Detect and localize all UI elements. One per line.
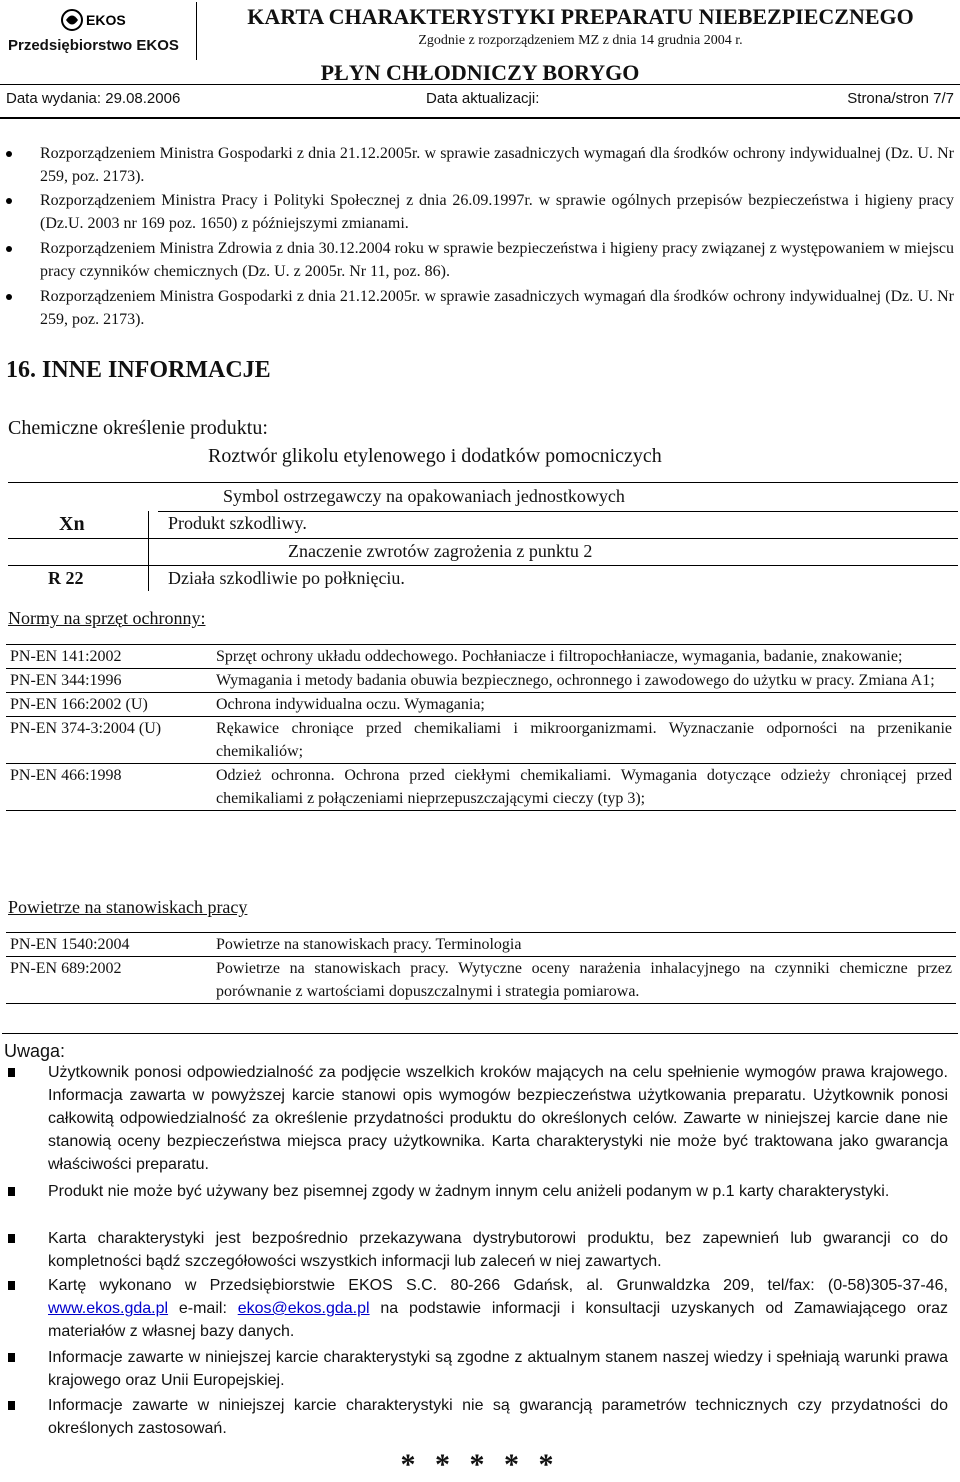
norms-title: Normy na sprzęt ochronny: bbox=[8, 608, 206, 628]
table-row: PN-EN 1540:2004 Powietrze na stanowiskach pracy. Terminologia bbox=[6, 933, 956, 957]
table-row: PN-EN 374-3:2004 (U) Rękawice chroniące przed chemikaliami i mikroorganizmami. Wyznaczanie odporności na przenikanie chemikaliów; bbox=[6, 717, 956, 764]
air-norms-table bbox=[6, 932, 956, 1004]
square-bullet-icon bbox=[8, 1281, 15, 1290]
header-info-row bbox=[0, 84, 960, 115]
company-cell bbox=[2, 2, 197, 60]
email-label: e-mail: bbox=[178, 1300, 227, 1317]
chem-label: Chemiczne określenie produktu: bbox=[8, 417, 268, 439]
regulation-item: Rozporządzeniem Ministra Pracy i Polityki Społecznej z dnia 26.09.1997r. w sprawie ogólnych przepisów bezpieczeństwa i higieny pracy (Dz.U. 2003 nr 169 poz. 1650) z późniejszymi zmianami. bbox=[6, 189, 954, 235]
end-marker: * * * * * bbox=[400, 1448, 560, 1481]
risk-text-r22: Działa szkodliwie po połknięciu. bbox=[168, 568, 405, 588]
square-bullet-icon bbox=[8, 1401, 15, 1410]
website-link[interactable]: www.ekos.gda.pl bbox=[48, 1300, 169, 1317]
hazard-code-xn: Xn bbox=[59, 513, 85, 535]
note-item-contact bbox=[8, 1274, 948, 1343]
section-title: 16. INNE INFORMACJE bbox=[6, 357, 271, 383]
company-name: Przedsiębiorstwo EKOS bbox=[8, 37, 179, 54]
note-item: Produkt nie może być używany bez pisemnej zgody w żadnym innym celu aniżeli podanym w p.1 karty charakterystyki. bbox=[8, 1180, 948, 1203]
regulation-item: Rozporządzeniem Ministra Gospodarki z dnia 21.12.2005r. w sprawie zasadniczych wymagań dla środków ochrony indywidualnej (Dz. U. Nr 259, poz. 2173). bbox=[6, 285, 954, 331]
square-bullet-icon bbox=[8, 1068, 15, 1077]
chem-value: Roztwór glikolu etylenowego i dodatków pomocniczych bbox=[208, 445, 662, 467]
hazard-text-xn: Produkt szkodliwy. bbox=[168, 513, 307, 533]
product-name: PŁYN CHŁODNICZY BORYGO bbox=[320, 60, 640, 85]
risk-code-r22: R 22 bbox=[48, 568, 84, 588]
air-title: Powietrze na stanowiskach pracy bbox=[8, 897, 248, 917]
table-row: PN-EN 466:1998 Odzież ochronna. Ochrona przed ciekłymi chemikaliami. Wymagania dotyczące odzieży chroniącej przed chemikaliami z połączeniami nieprzepuszczającymi cieczy (typ 3); bbox=[10, 767, 952, 807]
note-item: Karta charakterystyki jest bezpośrednio przekazywana dystrybutorowi produktu, bez zapewnień lub gwarancji co do kompletności bądź szczegółowości wszystkich informacji lub zaleceń w niej zawartych. bbox=[8, 1227, 948, 1273]
regulation-item: Rozporządzeniem Ministra Zdrowia z dnia 30.12.2004 roku w sprawie bezpieczeństwa i higieny pracy związanej z występowaniem w miejscu pracy czynników chemicznych (Dz. U. z 2005r. Nr 11, poz. 86). bbox=[6, 237, 954, 283]
logo-text: EKOS bbox=[86, 12, 126, 28]
divider bbox=[8, 538, 958, 539]
norms-table bbox=[6, 644, 956, 811]
note-item: Użytkownik ponosi odpowiedzialność za podjęcie wszelkich kroków mających na celu spełnienie wymogów prawa krajowego. Informacja zawarta w powyższej karcie stanowi opis wymogów bezpieczeństwa użytkowania preparatu. Użytkownik ponosi całkowitą odpowiedzialność za określenie przydatności produktu do określonych celów. Zawarte w niniejszej karcie dane nie stanowią oceny bezpieczeństwa miejsca pracy użytkownika. Karta charakterystyki nie może być traktowana jako gwarancja właściwości preparatu. bbox=[8, 1061, 948, 1176]
document-subtitle: Zgodnie z rozporządzeniem MZ z dnia 14 grudnia 2004 r. bbox=[418, 33, 743, 48]
table-row: PN-EN 689:2002 Powietrze na stanowiskach pracy. Wytyczne oceny narażenia inhalacyjnego na czynniki chemiczne przez porównanie z wartościami dopuszczalnymi i strategia pomiarowa. bbox=[10, 960, 952, 1000]
notes-box bbox=[2, 1033, 958, 1444]
square-bullet-icon bbox=[8, 1187, 15, 1196]
contact-text-after: na podstawie informacji i konsultacji uzyskanych od Zamawiającego oraz materiałów z własnej bazy danych. bbox=[48, 1300, 948, 1340]
document-header bbox=[0, 0, 960, 119]
hazard-symbol-table bbox=[8, 482, 958, 593]
email-link[interactable]: ekos@ekos.gda.pl bbox=[237, 1300, 370, 1317]
divider bbox=[148, 511, 149, 591]
symbol-header: Symbol ostrzegawczy na opakowaniach jednostkowych bbox=[223, 486, 625, 506]
table-row: PN-EN 141:2002 Sprzęt ochrony układu oddechowego. Pochłaniacze i filtropochłaniacze, wymagania, badanie, znakowanie; bbox=[6, 645, 956, 669]
table-row: PN-EN 166:2002 (U) Ochrona indywidualna oczu. Wymagania; bbox=[6, 693, 956, 717]
bullet-icon bbox=[6, 246, 12, 252]
page-number: Strona/stron 7/7 bbox=[847, 90, 954, 107]
table-row: PN-EN 344:1996 Wymagania i metody badania obuwia bezpiecznego, ochronnego i zawodowego do użytku w pracy. Zmiana A1; bbox=[6, 669, 956, 693]
update-date: Data aktualizacji: bbox=[426, 90, 540, 107]
square-bullet-icon bbox=[8, 1234, 15, 1243]
note-item: Informacje zawarte w niniejszej karcie charakterystyki są zgodne z aktualnym stanem naszej wiedzy i spełniają warunki prawa krajowego oraz Unii Europejskiej. bbox=[8, 1346, 948, 1392]
bullet-icon bbox=[6, 151, 12, 157]
bullet-icon bbox=[6, 198, 12, 204]
regulation-item: Rozporządzeniem Ministra Gospodarki z dnia 21.12.2005r. w sprawie zasadniczych wymagań dla środków ochrony indywidualnej (Dz. U. Nr 259, poz. 2173). bbox=[6, 142, 954, 188]
issue-date: Data wydania: 29.08.2006 bbox=[6, 90, 181, 107]
ekos-logo-icon bbox=[60, 6, 138, 34]
risk-header: Znaczenie zwrotów zagrożenia z punktu 2 bbox=[288, 541, 593, 561]
note-item: Informacje zawarte w niniejszej karcie charakterystyki nie są gwarancją parametrów technicznych czy przydatności do określonych zastosowań. bbox=[8, 1394, 948, 1440]
divider bbox=[158, 511, 958, 512]
notes-title: Uwaga: bbox=[4, 1041, 66, 1061]
bullet-icon bbox=[6, 294, 12, 300]
divider bbox=[8, 565, 958, 566]
square-bullet-icon bbox=[8, 1353, 15, 1362]
contact-text: Kartę wykonano w Przedsiębiorstwie EKOS S.C. 80-266 Gdańsk, al. Grunwaldzka 209, tel/fax: (0-58)305-37-46, bbox=[48, 1277, 948, 1294]
document-title: KARTA CHARAKTERYSTYKI PREPARATU NIEBEZPIECZNEGO bbox=[247, 4, 914, 29]
